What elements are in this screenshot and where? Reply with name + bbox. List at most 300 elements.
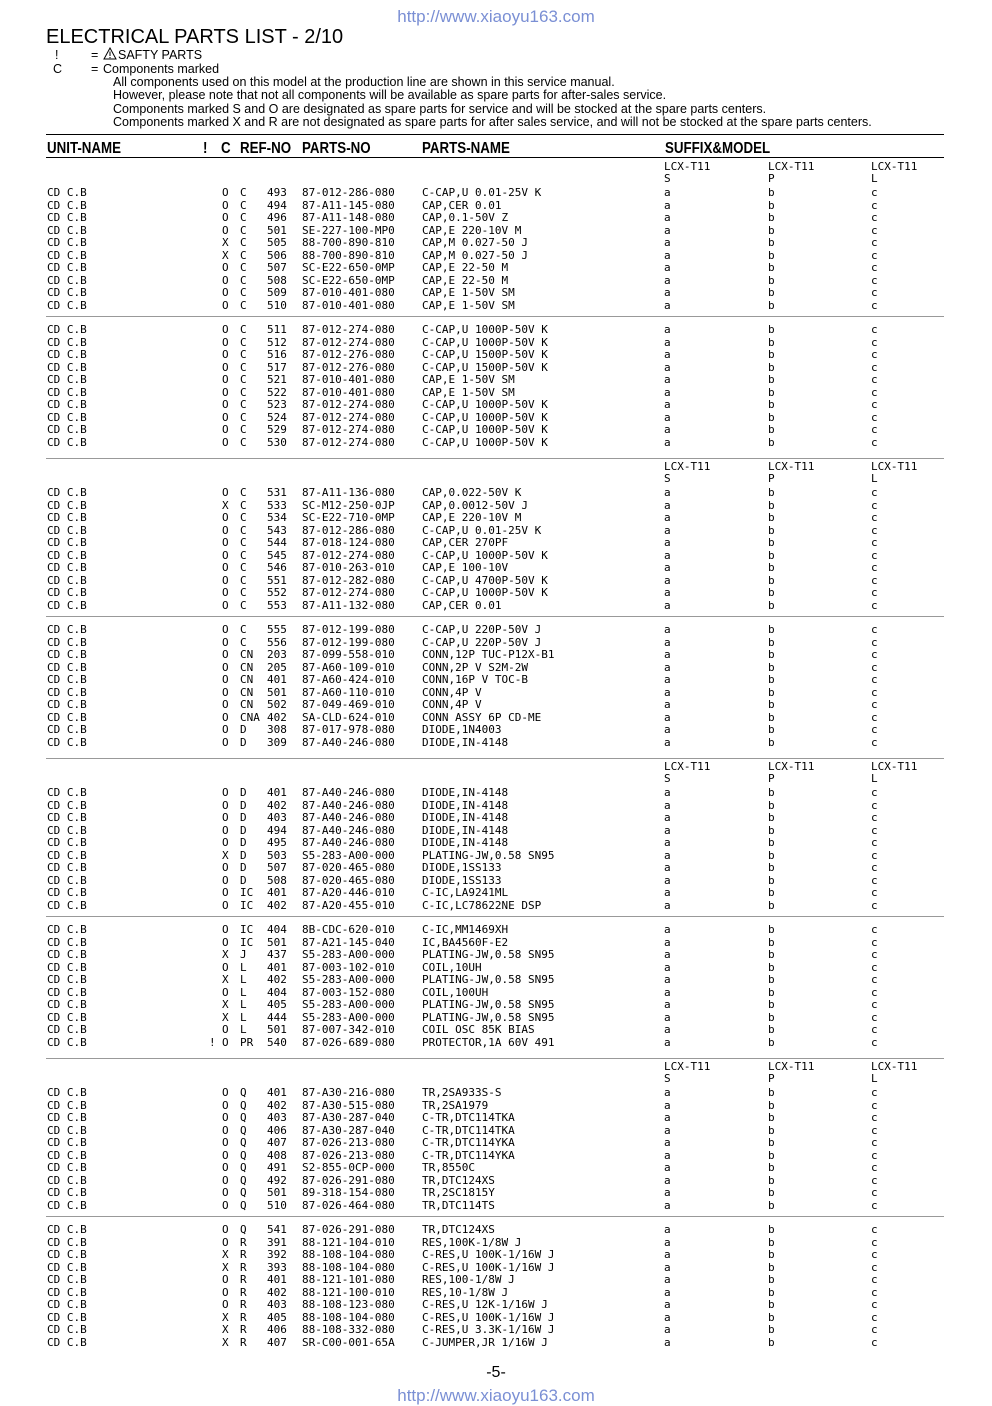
spare-code-cell: O xyxy=(222,1298,229,1311)
suffix-l-cell: c xyxy=(871,348,878,361)
spare-code-cell: O xyxy=(222,798,229,812)
table-row xyxy=(0,924,992,937)
unit-name-cell: CD C.B xyxy=(47,886,87,899)
ref-number-cell: 501 xyxy=(267,223,287,237)
safety-cell: ! xyxy=(209,1035,216,1049)
suffix-p-cell: b xyxy=(768,935,775,949)
suffix-l-cell: c xyxy=(871,1148,878,1162)
suffix-s-cell: a xyxy=(664,1235,671,1249)
suffix-l-cell: c xyxy=(871,286,878,299)
suffix-s-cell: a xyxy=(664,898,671,912)
parts-number-cell: 88-108-104-080 xyxy=(302,1260,395,1274)
group-divider xyxy=(46,616,944,617)
ref-type-cell: D xyxy=(240,798,247,812)
suffix-p-cell: b xyxy=(768,660,775,674)
parts-number-cell: 87-012-276-080 xyxy=(302,348,395,361)
parts-number-cell: SA-CLD-624-010 xyxy=(302,710,395,724)
ref-type-cell: R xyxy=(240,1260,247,1274)
parts-name-cell: RES,10-1/8W J xyxy=(422,1285,509,1299)
ref-number-cell: 444 xyxy=(267,1010,287,1024)
suffix-p-cell: b xyxy=(768,1086,775,1099)
parts-number-cell: S5-283-A00-000 xyxy=(302,973,395,986)
unit-name-cell: CD C.B xyxy=(47,1161,87,1174)
table-row xyxy=(0,1299,992,1312)
suffix-p-cell: b xyxy=(768,398,775,411)
suffix-p-cell: b xyxy=(768,973,775,986)
suffix-s-cell: a xyxy=(664,685,671,699)
suffix-l-cell: c xyxy=(871,236,878,249)
parts-number-cell: 87-A40-246-080 xyxy=(302,786,395,799)
parts-number-cell: 87-A60-109-010 xyxy=(302,660,395,674)
parts-number-cell: 87-012-286-080 xyxy=(302,186,395,199)
suffix-s-cell: a xyxy=(664,923,671,936)
suffix-l-cell: c xyxy=(871,1310,878,1324)
suffix-l-cell: c xyxy=(871,998,878,1011)
suffix-l-cell: c xyxy=(871,1273,878,1286)
parts-number-cell: 87-A30-287-040 xyxy=(302,1111,395,1124)
legend-c-eq: = xyxy=(91,62,99,76)
ref-type-cell: C xyxy=(240,186,247,199)
unit-name-cell: CD C.B xyxy=(47,211,87,224)
ref-number-cell: 516 xyxy=(267,348,287,361)
ref-type-cell: Q xyxy=(240,1136,247,1149)
parts-number-cell: 87-003-152-080 xyxy=(302,985,395,999)
suffix-p-cell: b xyxy=(768,273,775,287)
suffix-l-cell: c xyxy=(871,935,878,949)
parts-number-cell: 87-A11-148-080 xyxy=(302,211,395,224)
parts-name-cell: CAP,E 1-50V SM xyxy=(422,385,515,399)
suffix-p-cell: b xyxy=(768,698,775,711)
parts-number-cell: 87-A40-246-080 xyxy=(302,811,395,824)
ref-number-cell: 501 xyxy=(267,1023,287,1036)
suffix-l-cell: c xyxy=(871,1161,878,1174)
suffix-s-cell: a xyxy=(664,373,671,386)
suffix-s-cell: a xyxy=(664,573,671,587)
ref-type-cell: L xyxy=(240,1010,247,1024)
ref-number-cell: 401 xyxy=(267,1273,287,1286)
table-row xyxy=(0,424,992,437)
suffix-s-cell: a xyxy=(664,511,671,524)
parts-name-cell: C-CAP,U 220P-50V J xyxy=(422,635,542,649)
col-header-ref: REF-NO xyxy=(240,140,292,157)
table-row xyxy=(0,1200,992,1213)
parts-name-cell: CAP,E 100-10V xyxy=(422,561,509,574)
parts-number-cell: 87-A30-216-080 xyxy=(302,1086,395,1099)
table-row xyxy=(0,399,992,412)
unit-name-cell: CD C.B xyxy=(47,548,87,562)
suffix-s-cell: a xyxy=(664,1098,671,1112)
suffix-s-cell: a xyxy=(664,236,671,249)
suffix-l-cell: c xyxy=(871,1223,878,1236)
parts-name-cell: C-RES,U 100K-1/16W J xyxy=(422,1310,555,1324)
ref-number-cell: 494 xyxy=(267,198,287,212)
suffix-s-cell: a xyxy=(664,1111,671,1124)
parts-number-cell: 87-012-199-080 xyxy=(302,635,395,649)
unit-name-cell: CD C.B xyxy=(47,435,87,449)
ref-type-cell: IC xyxy=(240,935,254,949)
ref-type-cell: C xyxy=(240,348,247,361)
table-row xyxy=(0,1175,992,1188)
unit-name-cell: CD C.B xyxy=(47,1335,87,1349)
table-row xyxy=(0,487,992,500)
spare-code-cell: O xyxy=(222,1098,229,1112)
unit-name-cell: CD C.B xyxy=(47,985,87,999)
ref-number-cell: 510 xyxy=(267,1198,287,1212)
ref-number-cell: 401 xyxy=(267,960,287,974)
parts-name-cell: C-TR,DTC114YKA xyxy=(422,1136,515,1149)
parts-number-cell: 88-121-101-080 xyxy=(302,1273,395,1286)
unit-name-cell: CD C.B xyxy=(47,586,87,599)
ref-type-cell: C xyxy=(240,486,247,499)
suffix-p-cell: b xyxy=(768,586,775,599)
parts-number-cell: 88-108-104-080 xyxy=(302,1248,395,1261)
suffix-p-cell: b xyxy=(768,1285,775,1299)
suffix-p-cell: b xyxy=(768,186,775,199)
parts-name-cell: DIODE,1SS133 xyxy=(422,873,502,887)
spare-code-cell: O xyxy=(222,223,229,237)
suffix-p-cell: b xyxy=(768,598,775,612)
parts-name-cell: CAP,0.1-50V Z xyxy=(422,211,509,224)
suffix-s-cell: a xyxy=(664,935,671,949)
suffix-l-cell: c xyxy=(871,548,878,562)
ref-type-cell: L xyxy=(240,1023,247,1036)
ref-type-cell: C xyxy=(240,410,247,424)
parts-name-cell: CAP,CER 270PF xyxy=(422,536,509,549)
suffix-l-cell: c xyxy=(871,1098,878,1112)
suffix-s-cell: a xyxy=(664,348,671,361)
ref-type-cell: C xyxy=(240,211,247,224)
unit-name-cell: CD C.B xyxy=(47,723,87,736)
table-row xyxy=(0,687,992,700)
parts-name-cell: COIL,100UH xyxy=(422,985,489,999)
ref-type-cell: D xyxy=(240,861,247,874)
parts-number-cell: 89-318-154-080 xyxy=(302,1186,395,1199)
suffix-p-cell: b xyxy=(768,735,775,749)
spare-code-cell: O xyxy=(222,698,229,711)
ref-number-cell: 507 xyxy=(267,261,287,274)
spare-code-cell: O xyxy=(222,1086,229,1099)
spare-code-cell: O xyxy=(222,360,229,374)
ref-number-cell: 205 xyxy=(267,660,287,674)
suffix-l-cell: c xyxy=(871,1323,878,1336)
unit-name-cell: CD C.B xyxy=(47,698,87,711)
parts-name-cell: CONN,2P V S2M-2W xyxy=(422,660,528,674)
table-row xyxy=(0,1187,992,1200)
suffix-l-cell: c xyxy=(871,873,878,887)
suffix-p-cell: b xyxy=(768,348,775,361)
parts-number-cell: 88-121-104-010 xyxy=(302,1235,395,1249)
model-name: LCX-T11 xyxy=(664,760,711,773)
ref-number-cell: 308 xyxy=(267,723,287,736)
unit-name-cell: CD C.B xyxy=(47,1273,87,1286)
spare-code-cell: O xyxy=(222,561,229,574)
suffix-l-cell: c xyxy=(871,298,878,312)
suffix-l-cell: c xyxy=(871,586,878,599)
suffix-s-cell: a xyxy=(664,486,671,499)
ref-type-cell: C xyxy=(240,323,247,336)
unit-name-cell: CD C.B xyxy=(47,335,87,349)
parts-name-cell: C-IC,LC78622NE DSP xyxy=(422,898,542,912)
suffix-s-cell: a xyxy=(664,286,671,299)
table-row xyxy=(0,349,992,362)
ref-type-cell: C xyxy=(240,423,247,436)
spare-code-cell: O xyxy=(222,286,229,299)
parts-name-cell: C-CAP,U 1000P-50V K xyxy=(422,323,548,336)
suffix-p-cell: b xyxy=(768,948,775,961)
suffix-s-cell: a xyxy=(664,1136,671,1149)
parts-name-cell: C-CAP,U 1000P-50V K xyxy=(422,398,548,411)
parts-number-cell: S2-855-0CP-000 xyxy=(302,1161,395,1174)
spare-code-cell: O xyxy=(222,536,229,549)
parts-name-cell: C-CAP,U 0.01-25V K xyxy=(422,186,542,199)
parts-name-cell: CAP,E 220-10V M xyxy=(422,223,522,237)
spare-code-cell: O xyxy=(222,660,229,674)
parts-name-cell: C-CAP,U 1000P-50V K xyxy=(422,586,548,599)
header-rule-top xyxy=(46,134,944,135)
spare-code-cell: X xyxy=(222,1335,229,1349)
ref-number-cell: 492 xyxy=(267,1173,287,1187)
spare-code-cell: O xyxy=(222,886,229,899)
suffix-l-cell: c xyxy=(871,861,878,874)
suffix-l-cell: c xyxy=(871,1248,878,1261)
suffix-s-cell: a xyxy=(664,823,671,837)
parts-name-cell: PROTECTOR,1A 60V 491 xyxy=(422,1035,555,1049)
parts-name-cell: CAP,CER 0.01 xyxy=(422,598,502,612)
spare-code-cell: O xyxy=(222,1161,229,1174)
ref-number-cell: 508 xyxy=(267,873,287,887)
parts-number-cell: 87-012-274-080 xyxy=(302,435,395,449)
suffix-p-cell: b xyxy=(768,710,775,724)
ref-number-cell: 511 xyxy=(267,323,287,336)
unit-name-cell: CD C.B xyxy=(47,1323,87,1336)
legend-c-text: Components marked xyxy=(103,62,220,76)
parts-name-cell: CONN,4P V xyxy=(422,685,482,699)
parts-number-cell: 87-A40-246-080 xyxy=(302,836,395,849)
suffix-s-cell: a xyxy=(664,948,671,961)
ref-number-cell: 401 xyxy=(267,886,287,899)
suffix-p-cell: b xyxy=(768,786,775,799)
parts-number-cell: 88-121-100-010 xyxy=(302,1285,395,1299)
suffix-l-cell: c xyxy=(871,223,878,237)
suffix-l-cell: c xyxy=(871,735,878,749)
suffix-l-cell: c xyxy=(871,511,878,524)
ref-number-cell: 556 xyxy=(267,635,287,649)
parts-number-cell: 87-026-291-080 xyxy=(302,1223,395,1236)
suffix-l-cell: c xyxy=(871,1123,878,1137)
table-row xyxy=(0,1087,992,1100)
suffix-l-cell: c xyxy=(871,1173,878,1187)
suffix-l-cell: c xyxy=(871,1198,878,1212)
suffix-l-cell: c xyxy=(871,948,878,961)
ref-number-cell: 541 xyxy=(267,1223,287,1236)
ref-type-cell: L xyxy=(240,960,247,974)
suffix-p-cell: b xyxy=(768,1023,775,1036)
parts-number-cell: SC-M12-250-0JP xyxy=(302,498,395,512)
legend-safety-eq: = xyxy=(91,48,99,62)
table-row xyxy=(0,437,992,450)
ref-number-cell: 551 xyxy=(267,573,287,587)
model-suffix: L xyxy=(871,1072,878,1085)
suffix-s-cell: a xyxy=(664,648,671,661)
parts-name-cell: RES,100-1/8W J xyxy=(422,1273,515,1286)
suffix-l-cell: c xyxy=(871,660,878,674)
suffix-p-cell: b xyxy=(768,286,775,299)
table-row xyxy=(0,812,992,825)
spare-code-cell: X xyxy=(222,948,229,961)
suffix-s-cell: a xyxy=(664,1248,671,1261)
suffix-l-cell: c xyxy=(871,1298,878,1311)
unit-name-cell: CD C.B xyxy=(47,660,87,674)
ref-number-cell: 533 xyxy=(267,498,287,512)
suffix-p-cell: b xyxy=(768,1123,775,1137)
suffix-l-cell: c xyxy=(871,573,878,587)
unit-name-cell: CD C.B xyxy=(47,1086,87,1099)
parts-name-cell: CONN,4P V xyxy=(422,698,482,711)
unit-name-cell: CD C.B xyxy=(47,1186,87,1199)
parts-number-cell: 87-A11-132-080 xyxy=(302,598,395,612)
suffix-p-cell: b xyxy=(768,635,775,649)
spare-code-cell: O xyxy=(222,786,229,799)
suffix-p-cell: b xyxy=(768,1136,775,1149)
spare-code-cell: O xyxy=(222,373,229,386)
ref-type-cell: R xyxy=(240,1235,247,1249)
suffix-p-cell: b xyxy=(768,1235,775,1249)
ref-type-cell: R xyxy=(240,1335,247,1349)
unit-name-cell: CD C.B xyxy=(47,561,87,574)
table-row xyxy=(0,787,992,800)
suffix-l-cell: c xyxy=(871,723,878,736)
ref-number-cell: 503 xyxy=(267,848,287,862)
ref-number-cell: 521 xyxy=(267,373,287,386)
ref-number-cell: 545 xyxy=(267,548,287,562)
unit-name-cell: CD C.B xyxy=(47,186,87,199)
ref-type-cell: C xyxy=(240,573,247,587)
ref-number-cell: 403 xyxy=(267,811,287,824)
suffix-s-cell: a xyxy=(664,673,671,686)
ref-type-cell: C xyxy=(240,198,247,212)
table-row xyxy=(0,949,992,962)
spare-code-cell: O xyxy=(222,710,229,724)
spare-code-cell: O xyxy=(222,598,229,612)
unit-name-cell: CD C.B xyxy=(47,898,87,912)
suffix-p-cell: b xyxy=(768,1248,775,1261)
suffix-s-cell: a xyxy=(664,798,671,812)
suffix-l-cell: c xyxy=(871,1010,878,1024)
suffix-l-cell: c xyxy=(871,373,878,386)
parts-number-cell: 87-012-274-080 xyxy=(302,423,395,436)
suffix-s-cell: a xyxy=(664,973,671,986)
spare-code-cell: O xyxy=(222,685,229,699)
suffix-s-cell: a xyxy=(664,886,671,899)
ref-type-cell: C xyxy=(240,223,247,237)
suffix-p-cell: b xyxy=(768,1323,775,1336)
ref-type-cell: C xyxy=(240,360,247,374)
spare-code-cell: O xyxy=(222,586,229,599)
unit-name-cell: CD C.B xyxy=(47,286,87,299)
header-url[interactable]: http://www.xiaoyu163.com xyxy=(397,7,595,26)
parts-name-cell: TR,8550C xyxy=(422,1161,475,1174)
ref-number-cell: 530 xyxy=(267,435,287,449)
model-name: LCX-T11 xyxy=(871,160,918,173)
suffix-l-cell: c xyxy=(871,561,878,574)
ref-number-cell: 404 xyxy=(267,985,287,999)
parts-name-cell: C-CAP,U 0.01-25V K xyxy=(422,523,542,537)
spare-code-cell: X xyxy=(222,498,229,512)
suffix-p-cell: b xyxy=(768,1148,775,1162)
ref-number-cell: 522 xyxy=(267,385,287,399)
parts-name-cell: CAP,E 1-50V SM xyxy=(422,373,515,386)
suffix-s-cell: a xyxy=(664,960,671,974)
parts-name-cell: C-RES,U 100K-1/16W J xyxy=(422,1248,555,1261)
suffix-s-cell: a xyxy=(664,536,671,549)
parts-number-cell: 87-010-263-010 xyxy=(302,561,395,574)
parts-number-cell: 87-A40-246-080 xyxy=(302,823,395,837)
table-row xyxy=(0,1162,992,1175)
model-name: LCX-T11 xyxy=(768,760,815,773)
unit-name-cell: CD C.B xyxy=(47,385,87,399)
suffix-s-cell: a xyxy=(664,423,671,436)
suffix-s-cell: a xyxy=(664,1223,671,1236)
ref-number-cell: 523 xyxy=(267,398,287,411)
ref-number-cell: 502 xyxy=(267,698,287,711)
parts-name-cell: DIODE,IN-4148 xyxy=(422,811,509,824)
suffix-l-cell: c xyxy=(871,823,878,837)
parts-number-cell: 87-018-124-080 xyxy=(302,536,395,549)
ref-number-cell: 402 xyxy=(267,973,287,986)
model-name: LCX-T11 xyxy=(768,160,815,173)
ref-number-cell: 506 xyxy=(267,248,287,262)
ref-type-cell: C xyxy=(240,536,247,549)
spare-code-cell: X xyxy=(222,1248,229,1261)
parts-name-cell: DIODE,IN-4148 xyxy=(422,798,509,812)
spare-code-cell: O xyxy=(222,573,229,587)
suffix-s-cell: a xyxy=(664,1273,671,1286)
ref-number-cell: 393 xyxy=(267,1260,287,1274)
suffix-s-cell: a xyxy=(664,248,671,262)
parts-number-cell: SC-E22-710-0MP xyxy=(302,511,395,524)
ref-type-cell: C xyxy=(240,523,247,537)
model-suffix: S xyxy=(664,172,671,185)
ref-type-cell: D xyxy=(240,723,247,736)
suffix-l-cell: c xyxy=(871,1086,878,1099)
suffix-l-cell: c xyxy=(871,273,878,287)
unit-name-cell: CD C.B xyxy=(47,1098,87,1112)
parts-number-cell: 87-026-464-080 xyxy=(302,1198,395,1212)
col-header-suffix: SUFFIX&MODEL xyxy=(665,140,771,157)
parts-name-cell: C-IC,MM1469XH xyxy=(422,923,509,936)
table-row xyxy=(0,537,992,550)
suffix-p-cell: b xyxy=(768,486,775,499)
spare-code-cell: O xyxy=(222,1186,229,1199)
suffix-s-cell: a xyxy=(664,186,671,199)
legend-safety-text: SAFTY PARTS xyxy=(118,48,203,62)
ref-type-cell: CN xyxy=(240,685,254,699)
parts-name-cell: CONN,16P V TOC-B xyxy=(422,673,528,686)
suffix-p-cell: b xyxy=(768,985,775,999)
col-header-safety: ! xyxy=(203,140,208,157)
ref-type-cell: Q xyxy=(240,1173,247,1187)
spare-code-cell: O xyxy=(222,836,229,849)
parts-number-cell: 87-012-286-080 xyxy=(302,523,395,537)
ref-type-cell: L xyxy=(240,973,247,986)
group-divider xyxy=(46,758,944,759)
parts-number-cell: 87-020-465-080 xyxy=(302,873,395,887)
parts-number-cell: 87-012-274-080 xyxy=(302,410,395,424)
ref-number-cell: 553 xyxy=(267,598,287,612)
suffix-l-cell: c xyxy=(871,685,878,699)
ref-type-cell: C xyxy=(240,261,247,274)
footer-url[interactable]: http://www.xiaoyu163.com xyxy=(397,1386,595,1405)
